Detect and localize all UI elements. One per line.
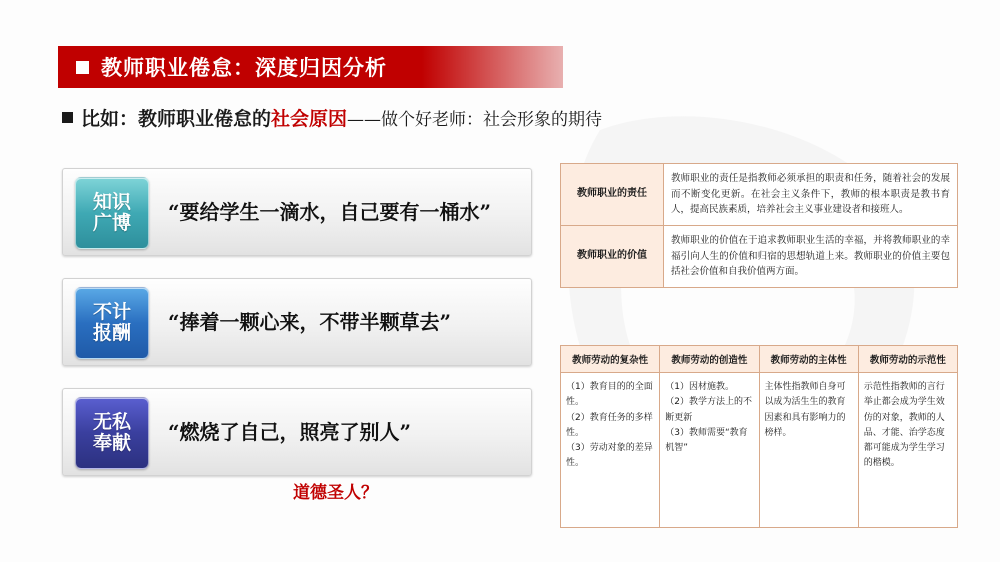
title-bullet-icon [76, 61, 89, 74]
row-label-responsibility: 教师职业的责任 [561, 164, 664, 226]
cell-line: （3）劳动对象的差异性。 [566, 443, 653, 469]
badge-line-1: 知识 [92, 190, 131, 213]
subtitle-tail: ——做个好老师：社会形象的期待 [347, 110, 603, 130]
card-text-no-reward: “捧着一颗心来，不带半颗草去” [168, 309, 452, 334]
profession-definition-table [560, 163, 958, 288]
cell-complexity [561, 373, 660, 528]
column-header-creativity: 教师劳动的创造性 [660, 346, 759, 373]
card-text-knowledge: “要给学生一滴水，自己要有一桶水” [168, 199, 492, 224]
slide-title-bar [58, 46, 563, 88]
column-header-complexity: 教师劳动的复杂性 [561, 346, 660, 373]
page-title: 教师职业倦怠：深度归因分析 [101, 56, 387, 80]
cell-line: （1）因材施教。 [665, 382, 734, 392]
card-question-note: 道德圣人？ [293, 483, 378, 503]
badge-line-1: 不计 [92, 300, 131, 323]
cell-line: （1）教育目的的全面性。 [566, 382, 653, 408]
expectation-card-knowledge [62, 168, 532, 256]
table-header-row [561, 346, 958, 373]
subtitle-highlight: 社会原因 [271, 108, 348, 130]
expectation-card-list [62, 168, 532, 503]
row-label-value: 教师职业的价值 [561, 226, 664, 288]
badge-line-2: 奉献 [92, 432, 131, 454]
cell-line: 示范性指教师的言行举止都会成为学生效仿的对象，教师的人品、才能、治学态度都可能成为学生学习的楷模。 [863, 382, 945, 469]
column-header-subjectivity: 教师劳动的主体性 [759, 346, 858, 373]
cell-subjectivity [759, 373, 858, 528]
row-body-value: 教师职业的价值在于追求教师职业生活的幸福，并将教师职业的幸福引向人生的价值和归宿的思想轨道上来。教师职业的价值主要包括社会价值和自我价值两方面。 [664, 226, 958, 288]
cell-line: （3）教师需要“教育机智” [665, 427, 748, 454]
card-badge-devotion [75, 397, 149, 469]
card-text-devotion: “燃烧了自己，照亮了别人” [168, 419, 412, 444]
cell-exemplarity [858, 373, 957, 528]
cell-creativity [660, 373, 759, 528]
badge-line-2: 报酬 [92, 322, 131, 344]
table-row [561, 373, 958, 528]
cell-line: （2）教育任务的多样性。 [566, 412, 653, 438]
expectation-card-no-reward [62, 278, 532, 366]
expectation-card-devotion [62, 388, 532, 503]
table-row [561, 226, 958, 288]
cell-line: （2）教学方法上的不断更新 [665, 397, 752, 423]
badge-line-2: 广博 [92, 212, 131, 234]
subtitle-lead: 比如：教师职业倦怠的 [81, 108, 272, 130]
card-badge-no-reward [75, 287, 149, 359]
table-row [561, 164, 958, 226]
subtitle-line [62, 104, 602, 131]
teacher-labor-characteristics-table [560, 345, 958, 528]
card-badge-knowledge [75, 177, 149, 249]
cell-line: 主体性指教师自身可以成为活生生的教育因素和具有影响力的榜样。 [764, 382, 846, 438]
column-header-exemplarity: 教师劳动的示范性 [858, 346, 957, 373]
row-body-responsibility: 教师职业的责任是指教师必须承担的职责和任务，随着社会的发展而不断变化更新。在社会主义条件下，教师的根本职责是教书育人，提高民族素质，培养社会主义事业建设者和接班人。 [664, 164, 958, 226]
subtitle-bullet-icon [62, 112, 73, 123]
badge-line-1: 无私 [92, 410, 131, 433]
